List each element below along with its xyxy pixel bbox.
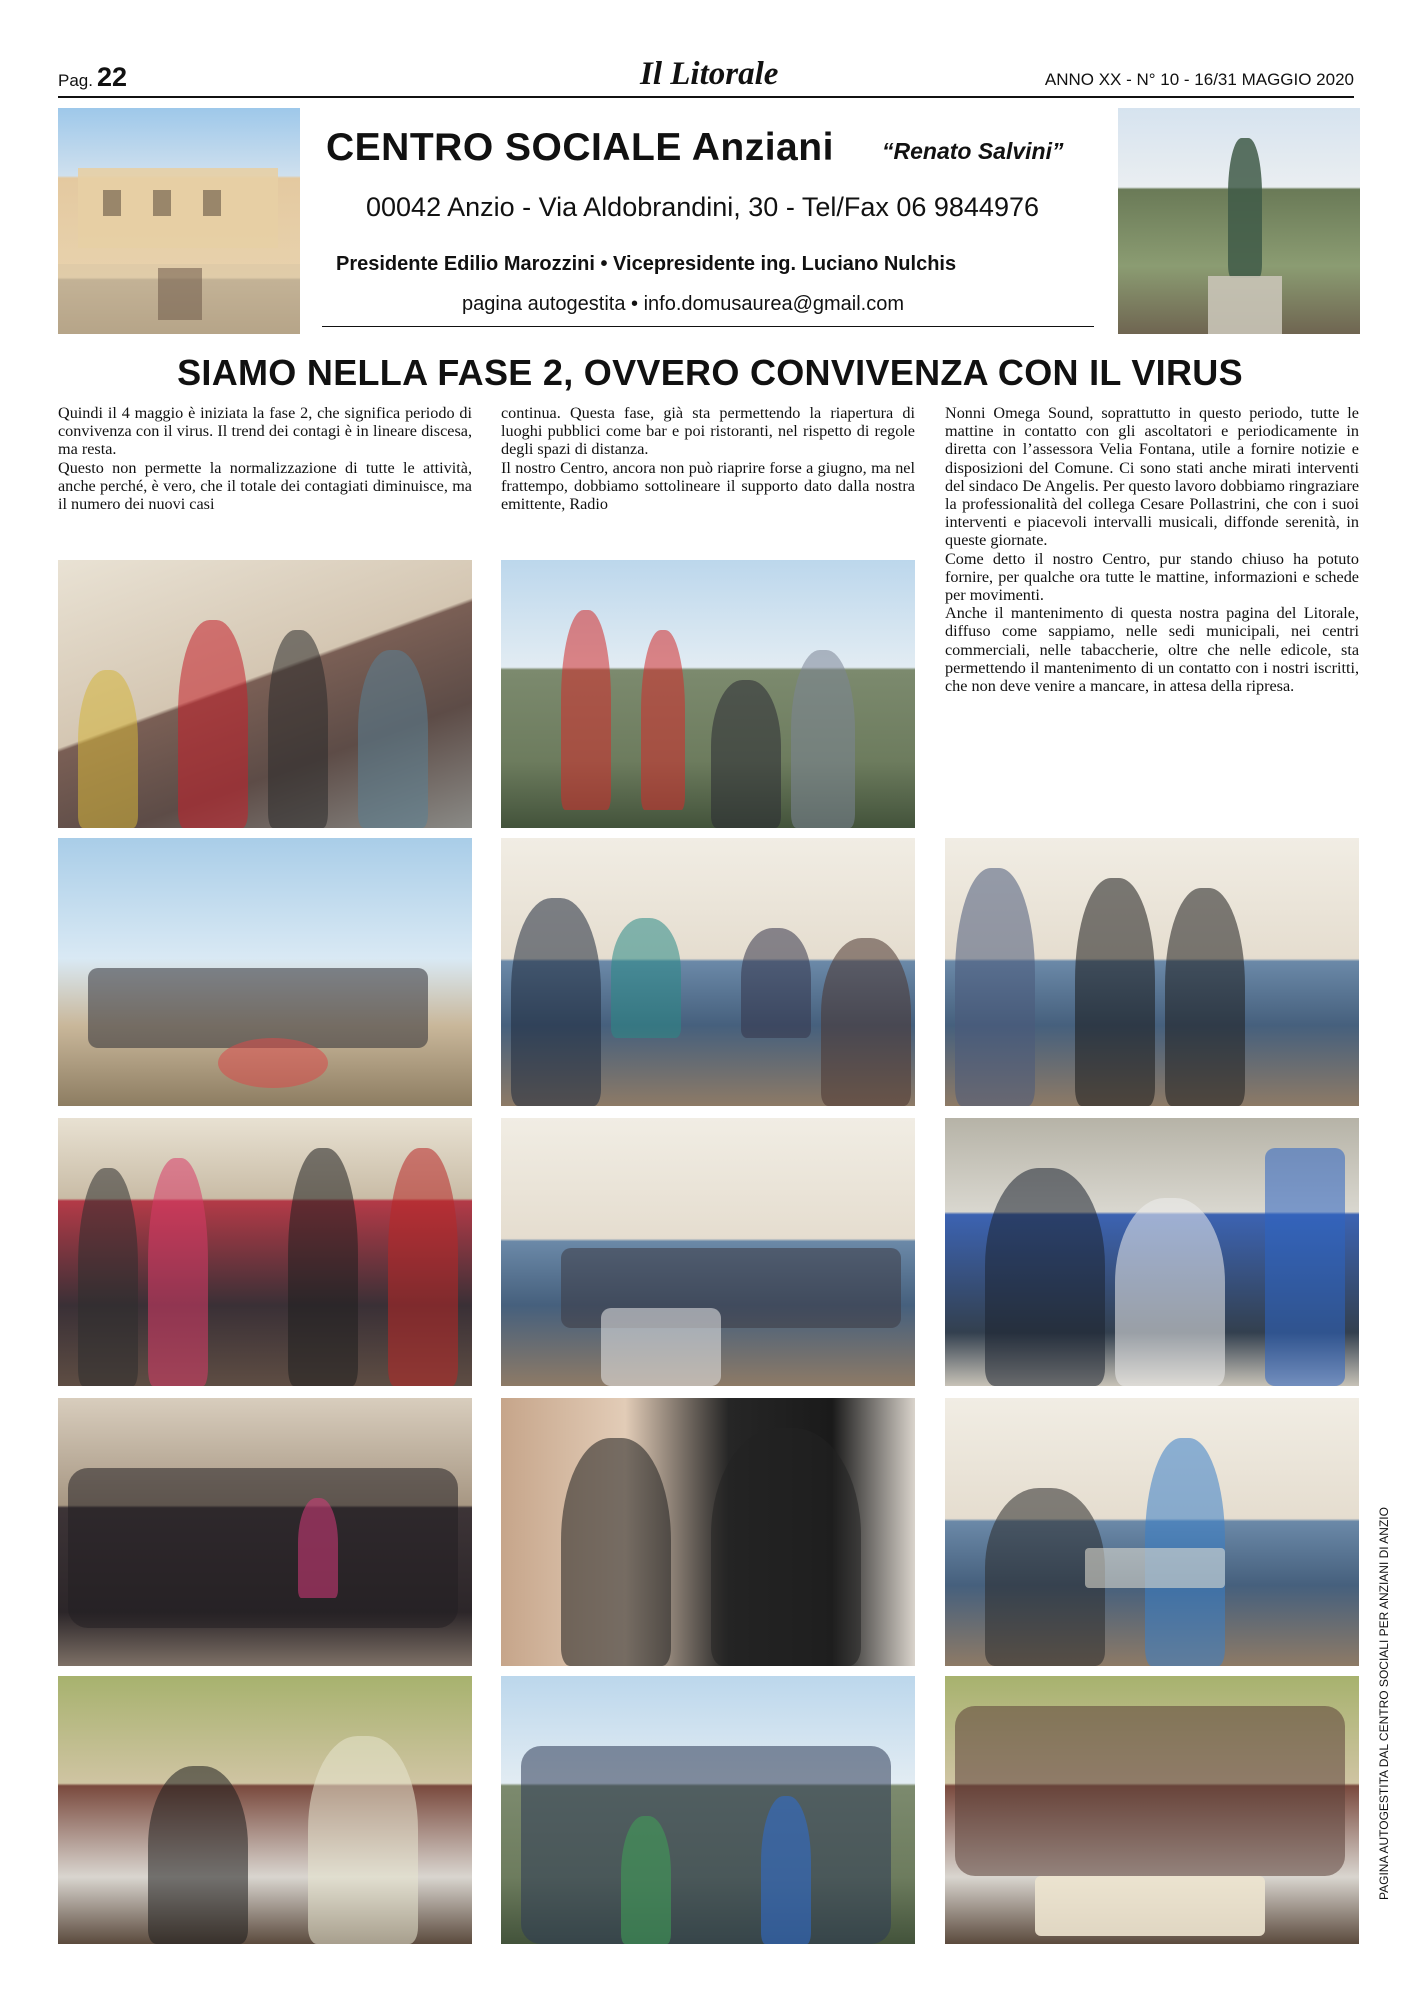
article-paragraph: Questo non permette la normalizzazione di tutte le attività, anche perché, è vero, che il totale dei contagiati diminuisce, ma il numero dei nuovi casi: [58, 458, 472, 514]
photo-cake: [945, 1676, 1359, 1944]
article-paragraph: Quindi il 4 maggio è iniziata la fase 2, che significa periodo di convivenza con il virus. Il trend dei contagi è in lineare discesa, ma resta.: [58, 404, 472, 459]
article-paragraph: continua. Questa fase, già sta permettendo la riapertura di luoghi pubblici come bar e poi ristoranti, nel rispetto di regole degli spazi di distanza.: [501, 404, 915, 459]
page-label: Pag.: [58, 71, 93, 90]
photo-monument: [58, 838, 472, 1106]
article-paragraph: Come detto il nostro Centro, pur stando chiuso ha potuto fornire, per qualche ora tutte le mattine, informazioni e schede per movimenti.: [945, 549, 1359, 605]
photo-building: [58, 108, 300, 334]
photo-dancing: [58, 560, 472, 828]
page-number: [58, 62, 127, 93]
photo-meeting: [501, 838, 915, 1106]
photo-singing: [58, 1676, 472, 1944]
photo-ceremony: [501, 560, 915, 828]
photo-masquerade: [945, 838, 1359, 1106]
side-note: PAGINA AUTOGESTITA DAL CENTRO SOCIALI PER ANZIANI DI ANZIO: [1377, 1507, 1391, 1900]
article-paragraph: Nonni Omega Sound, soprattutto in questo periodo, tutte le mattine in contatto con gli ascoltatori e periodicamente in diretta con l’assessora Velia Fontana, utile a fornire notizie e disposizioni del Comune. Ci sono stati anche mirati interventi del sindaco De Angelis. Per questo lavoro dobbiamo ringraziare la professionalità del collega Cesare Pollastrini, che con i suoi interventi e piacevoli intervalli musicali, diffonde serenità, in queste giornate.: [945, 404, 1360, 550]
masthead: Il Litorale: [640, 56, 779, 92]
center-address: 00042 Anzio - Via Aldobrandini, 30 - Tel/Fax 06 9844976: [366, 192, 1039, 222]
center-contact: pagina autogestita • info.domusaurea@gmail.com: [462, 293, 905, 315]
photo-group-outdoor: [58, 1398, 472, 1666]
center-presidents: Presidente Edilio Marozzini • Vicepresidente ing. Luciano Nulchis: [336, 253, 957, 275]
photo-trip: [501, 1676, 915, 1944]
center-name: CENTRO SOCIALE Anziani: [326, 126, 834, 169]
photo-audience: [501, 1118, 915, 1386]
article-paragraph: Anche il mantenimento di questa nostra pagina del Litorale, diffuso come sappiamo, nelle sedi municipali, nei centri commerciali, nelle tabaccherie, oltre che nelle edicole, sta permettendo il mantenimento di un contatto con i nostri iscritti, che non deve venire a mancare, in attesa della ripresa.: [945, 604, 1359, 696]
article-column-1: [58, 404, 472, 513]
photo-volunteers: [945, 1118, 1359, 1386]
article-column-2: [501, 404, 915, 513]
article-headline: SIAMO NELLA FASE 2, OVVERO CONVIVENZA CON IL VIRUS: [177, 352, 1243, 393]
article-paragraph: Il nostro Centro, ancora non può riaprire forse a giugno, ma nel frattempo, dobbiamo sottolineare il supporto dato dalla nostra emittente, Radio: [501, 458, 915, 514]
issue-info: ANNO XX - N° 10 - 16/31 MAGGIO 2020: [1044, 70, 1354, 89]
header-divider: [58, 96, 1354, 98]
photo-portrait: [501, 1398, 915, 1666]
photo-carnival: [58, 1118, 472, 1386]
title-divider: [322, 326, 1094, 327]
photo-statue: [1118, 108, 1360, 334]
page-number-value: 22: [96, 62, 128, 92]
center-subtitle: “Renato Salvini”: [882, 138, 1064, 164]
photo-lunch: [945, 1398, 1359, 1666]
article-column-3: [945, 404, 1359, 695]
